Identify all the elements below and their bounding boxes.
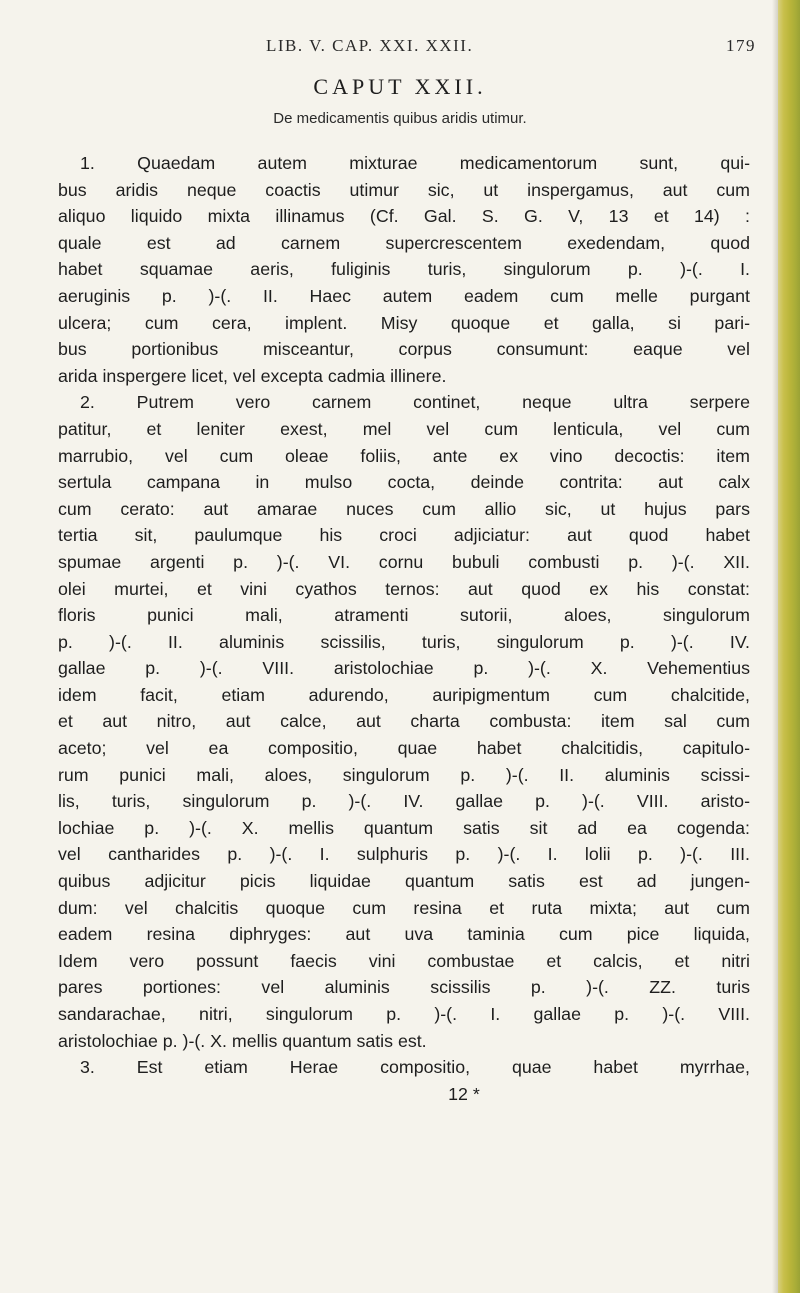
text-line: eadem resina diphryges: aut uva taminia cum pice liquida,	[58, 924, 750, 945]
text-line: quale est ad carnem supercrescentem exedendam, quod	[58, 232, 750, 253]
text-line: 2. Putrem vero carnem continet, neque ultra serpere	[80, 392, 750, 413]
text-line: sertula campana in mulso cocta, deinde contrita: aut calx	[58, 472, 750, 493]
text-line: gallae p. )-(. VIII. aristolochiae p. )-(. X. Vehementius	[58, 658, 750, 679]
text-line: idem facit, etiam adurendo, auripigmentum cum chalcitide,	[58, 684, 750, 705]
text-line: spumae argenti p. )-(. VI. cornu bubuli combusti p. )-(. XII.	[58, 551, 750, 572]
text-line: aliquo liquido mixta illinamus (Cf. Gal. S. G. V, 13 et 14) :	[58, 206, 750, 227]
text-line: lis, turis, singulorum p. )-(. IV. gallae p. )-(. VIII. aristo-	[58, 791, 750, 812]
page-edge-binding	[778, 0, 800, 1293]
running-head	[226, 36, 756, 60]
text-line: et aut nitro, aut calce, aut charta combusta: item sal cum	[58, 711, 750, 732]
page-number: 179	[726, 36, 756, 55]
text-line: lochiae p. )-(. X. mellis quantum satis sit ad ea cogenda:	[58, 817, 750, 838]
text-line: cum cerato: aut amarae nuces cum allio sic, ut hujus pars	[58, 498, 750, 519]
text-line: arida inspergere licet, vel excepta cadmia illinere.	[58, 365, 447, 386]
body-text	[58, 150, 750, 1107]
text-line: Idem vero possunt faecis vini combustae et calcis, et nitri	[58, 950, 750, 971]
signature-mark: 12 *	[448, 1083, 480, 1104]
text-line: aceto; vel ea compositio, quae habet chalcitidis, capitulo-	[58, 738, 750, 759]
text-line: p. )-(. II. aluminis scissilis, turis, singulorum p. )-(. IV.	[58, 631, 750, 652]
text-line: olei murtei, et vini cyathos ternos: aut quod ex his constat:	[58, 578, 750, 599]
text-line: habet squamae aeris, fuliginis turis, singulorum p. )-(. I.	[58, 259, 750, 280]
text-line: aristolochiae p. )-(. X. mellis quantum satis est.	[58, 1030, 427, 1051]
chapter-subtitle: De medicamentis quibus aridis utimur.	[273, 110, 527, 127]
text-line: aeruginis p. )-(. II. Haec autem eadem cum melle purgant	[58, 285, 750, 306]
text-line: floris punici mali, atramenti sutorii, aloes, singulorum	[58, 605, 750, 626]
text-line: vel cantharides p. )-(. I. sulphuris p. )-(. I. lolii p. )-(. III.	[58, 844, 750, 865]
text-line: bus aridis neque coactis utimur sic, ut inspergamus, aut cum	[58, 179, 750, 200]
text-line: dum: vel chalcitis quoque cum resina et ruta mixta; aut cum	[58, 897, 750, 918]
text-line: quibus adjicitur picis liquidae quantum satis est ad jungen-	[58, 871, 750, 892]
text-line: pares portiones: vel aluminis scissilis p. )-(. ZZ. turis	[58, 977, 750, 998]
text-line: rum punici mali, aloes, singulorum p. )-(. II. aluminis scissi-	[58, 764, 750, 785]
text-line: 1. Quaedam autem mixturae medicamentorum sunt, qui-	[80, 153, 750, 173]
text-line: sandarachae, nitri, singulorum p. )-(. I. gallae p. )-(. VIII.	[58, 1004, 750, 1024]
chapter-title: CAPUT XXII.	[313, 74, 487, 99]
text-line: ulcera; cum cera, implent. Misy quoque et galla, si pari-	[58, 312, 750, 333]
text-line: marrubio, vel cum oleae foliis, ante ex vino decoctis: item	[58, 445, 750, 466]
text-line: patitur, et leniter exest, mel vel cum lenticula, vel cum	[58, 418, 750, 439]
text-line: bus portionibus misceantur, corpus consumunt: eaque vel	[58, 339, 750, 360]
running-head-text: LIB. V. CAP. XXI. XXII.	[266, 36, 474, 55]
text-line: tertia sit, paulumque his croci adjiciatur: aut quod habet	[58, 525, 750, 546]
text-line: 3. Est etiam Herae compositio, quae habet myrrhae,	[80, 1057, 750, 1078]
